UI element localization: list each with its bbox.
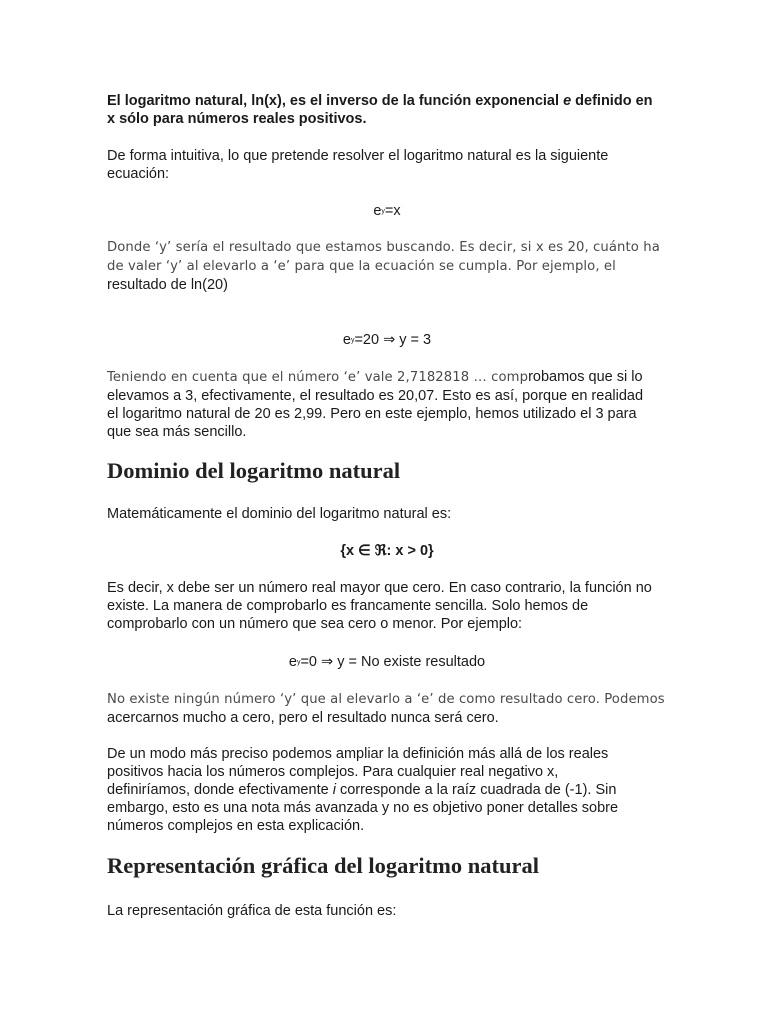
eq2-exponent: y: [350, 337, 355, 344]
eq3-rest: =0 ⇒ y = No existe resultado: [300, 654, 486, 670]
intro-text-2: definido en x sólo para números reales positivos.: [107, 93, 653, 127]
paragraph-no-existe: [107, 690, 667, 727]
paragraph-no-existe-rest: acercarnos mucho a cero, pero el resultado nunca será cero.: [107, 710, 499, 726]
intro-text-1: El logaritmo natural, ln(x), es el inverso de la función exponencial: [107, 93, 564, 109]
eq3-exponent: y: [296, 659, 301, 666]
paragraph-teniendo: [107, 368, 655, 441]
paragraph-teniendo-light: Teniendo en cuenta que el número ‘e’ vale 2,7182818 … comp: [107, 370, 529, 385]
eq2-rest: =20 ⇒ y = 3: [354, 332, 432, 348]
paragraph-matematicamente: Matemáticamente el dominio del logaritmo natural es:: [107, 506, 452, 522]
domain-set-formula: {x ∈ ℜ: x > 0}: [340, 543, 434, 559]
intro-e-italic: e: [563, 93, 572, 109]
paragraph-modo-text-2: corresponde a la raíz cuadrada de (-1). Sin embargo, esto es una nota más avanzada y no es objetivo poner detalles sobre números complejos en esta explicación.: [107, 782, 619, 834]
heading-representacion: Representación gráfica del logaritmo natural: [107, 853, 540, 878]
heading-dominio: Dominio del logaritmo natural: [107, 458, 401, 483]
paragraph-intuitiva: De forma intuitiva, lo que pretende resolver el logaritmo natural es la siguiente ecuación:: [107, 148, 609, 182]
paragraph-donde-light: Donde ‘y’ sería el resultado que estamos buscando. Es decir, si x es 20, cuánto ha de valer ‘y’ al elevarlo a ‘e’ para que la ecuación se cumpla. Por ejemplo, el: [107, 240, 660, 274]
paragraph-modo-i-italic: i: [332, 782, 336, 798]
eq1-base: e: [373, 203, 382, 219]
paragraph-representacion: La representación gráfica de esta función es:: [107, 903, 397, 919]
paragraph-no-existe-light: No existe ningún número ‘y’ que al elevarlo a ‘e’ de como resultado cero. Podemos: [107, 692, 665, 707]
paragraph-teniendo-rest: robamos que si lo elevamos a 3, efectivamente, el resultado es 20,07. Esto es así, porque en realidad el logaritmo natural de 20 es 2,99. Pero en este ejemplo, hemos utilizado el 3 para que sea más sencillo.: [107, 369, 644, 440]
paragraph-modo-text-1: De un modo más preciso podemos ampliar la definición más allá de los reales positivos hacia los números complejos. Para cualquier real negativo x, definiríamos, donde efectivamente: [107, 746, 609, 798]
paragraph-modo: [107, 745, 637, 835]
eq1-exponent: y: [381, 208, 385, 215]
paragraph-es-decir: Es decir, x debe ser un número real mayor que cero. En caso contrario, la función no existe. La manera de comprobarlo es francamente sencilla. Solo hemos de comprobarlo con un número que sea cero o menor. Por ejemplo:: [107, 580, 652, 632]
eq2-base: e: [342, 332, 351, 348]
equation-2: [107, 331, 667, 350]
eq3-base: e: [288, 654, 297, 670]
paragraph-donde-rest: resultado de ln(20): [107, 277, 228, 293]
equation-3: [107, 653, 667, 672]
equation-1: [107, 202, 667, 221]
intro-paragraph: [107, 92, 662, 128]
eq1-rest: =x: [384, 203, 401, 219]
paragraph-donde: [107, 238, 662, 294]
